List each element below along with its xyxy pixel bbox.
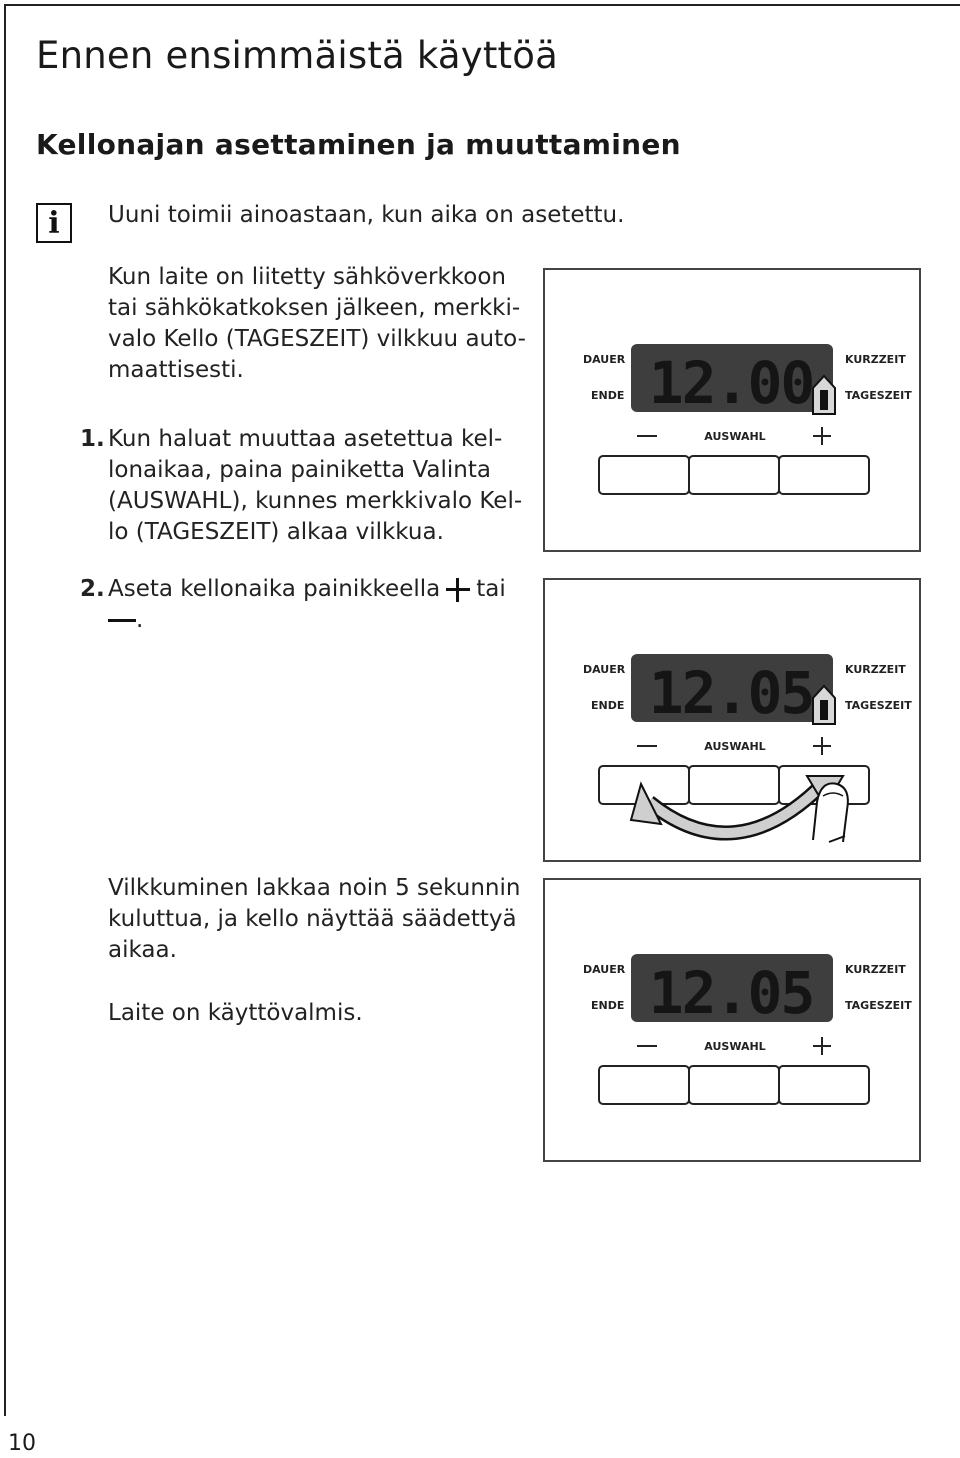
step-2-text: Aseta kellonaika painikkeella	[108, 576, 441, 602]
label-kurzzeit: KURZZEIT	[845, 353, 906, 366]
ready-text: Laite on käyttövalmis.	[108, 1000, 363, 1026]
control-panel-2	[543, 578, 921, 862]
time-display: 12.00	[648, 349, 814, 417]
plus-icon	[446, 578, 470, 602]
plus-icon	[813, 427, 831, 445]
time-display: 12.05	[648, 959, 814, 1027]
plus-button[interactable]	[779, 456, 869, 494]
intro-line: valo Kello (TAGESZEIT) vilkkuu auto-	[108, 326, 526, 352]
result-line: Vilkkuminen lakkaa noin 5 sekunnin	[108, 875, 521, 901]
step-2-line-2	[108, 605, 143, 636]
label-dauer: DAUER	[583, 353, 626, 366]
page-title: Ennen ensimmäistä käyttöä	[36, 34, 558, 77]
minus-icon	[108, 619, 136, 622]
intro-line: Kun laite on liitetty sähköverkkoon	[108, 264, 506, 290]
auswahl-button[interactable]	[689, 456, 779, 494]
label-auswahl: AUSWAHL	[704, 740, 766, 753]
intro-line: tai sähkökatkoksen jälkeen, merkki-	[108, 295, 521, 321]
intro-line: maattisesti.	[108, 357, 244, 383]
label-auswahl: AUSWAHL	[704, 1040, 766, 1053]
plus-button[interactable]	[779, 1066, 869, 1104]
minus-button[interactable]	[599, 456, 689, 494]
plus-icon	[813, 737, 831, 755]
label-tageszeit: TAGESZEIT	[845, 389, 912, 402]
step-number: 2.	[80, 576, 105, 602]
step-2-end: .	[136, 607, 144, 633]
page-frame-top	[4, 4, 960, 6]
label-auswahl: AUSWAHL	[704, 430, 766, 443]
control-panel-3	[543, 878, 921, 1162]
plus-icon	[813, 1037, 831, 1055]
minus-button[interactable]	[599, 1066, 689, 1104]
result-line: aikaa.	[108, 937, 177, 963]
page-number: 10	[8, 1431, 36, 1456]
control-panel-1	[543, 268, 921, 552]
step-line: Kun haluat muuttaa asetettua kel-	[108, 426, 503, 452]
step-number: 1.	[80, 426, 105, 452]
info-i-icon	[36, 203, 72, 243]
step-line: (AUSWAHL), kunnes merkkivalo Kel-	[108, 488, 523, 514]
info-icon-glyph: i	[48, 206, 60, 241]
label-kurzzeit: KURZZEIT	[845, 663, 906, 676]
auswahl-button[interactable]	[689, 766, 779, 804]
section-title: Kellonajan asettaminen ja muuttaminen	[36, 128, 681, 161]
info-note: Uuni toimii ainoastaan, kun aika on asetettu.	[108, 202, 625, 228]
step-2-line-1	[108, 574, 506, 605]
time-display: 12.05	[648, 659, 814, 727]
label-ende: ENDE	[591, 699, 625, 712]
label-dauer: DAUER	[583, 963, 626, 976]
label-ende: ENDE	[591, 999, 625, 1012]
step-line: lonaikaa, paina painiketta Valinta	[108, 457, 491, 483]
label-tageszeit: TAGESZEIT	[845, 699, 912, 712]
step-2-or: tai	[476, 576, 506, 602]
label-dauer: DAUER	[583, 663, 626, 676]
label-tageszeit: TAGESZEIT	[845, 999, 912, 1012]
label-kurzzeit: KURZZEIT	[845, 963, 906, 976]
page-frame-left	[4, 4, 6, 1416]
result-line: kuluttua, ja kello näyttää säädettyä	[108, 906, 517, 932]
step-line: lo (TAGESZEIT) alkaa vilkkua.	[108, 519, 444, 545]
label-ende: ENDE	[591, 389, 625, 402]
auswahl-button[interactable]	[689, 1066, 779, 1104]
